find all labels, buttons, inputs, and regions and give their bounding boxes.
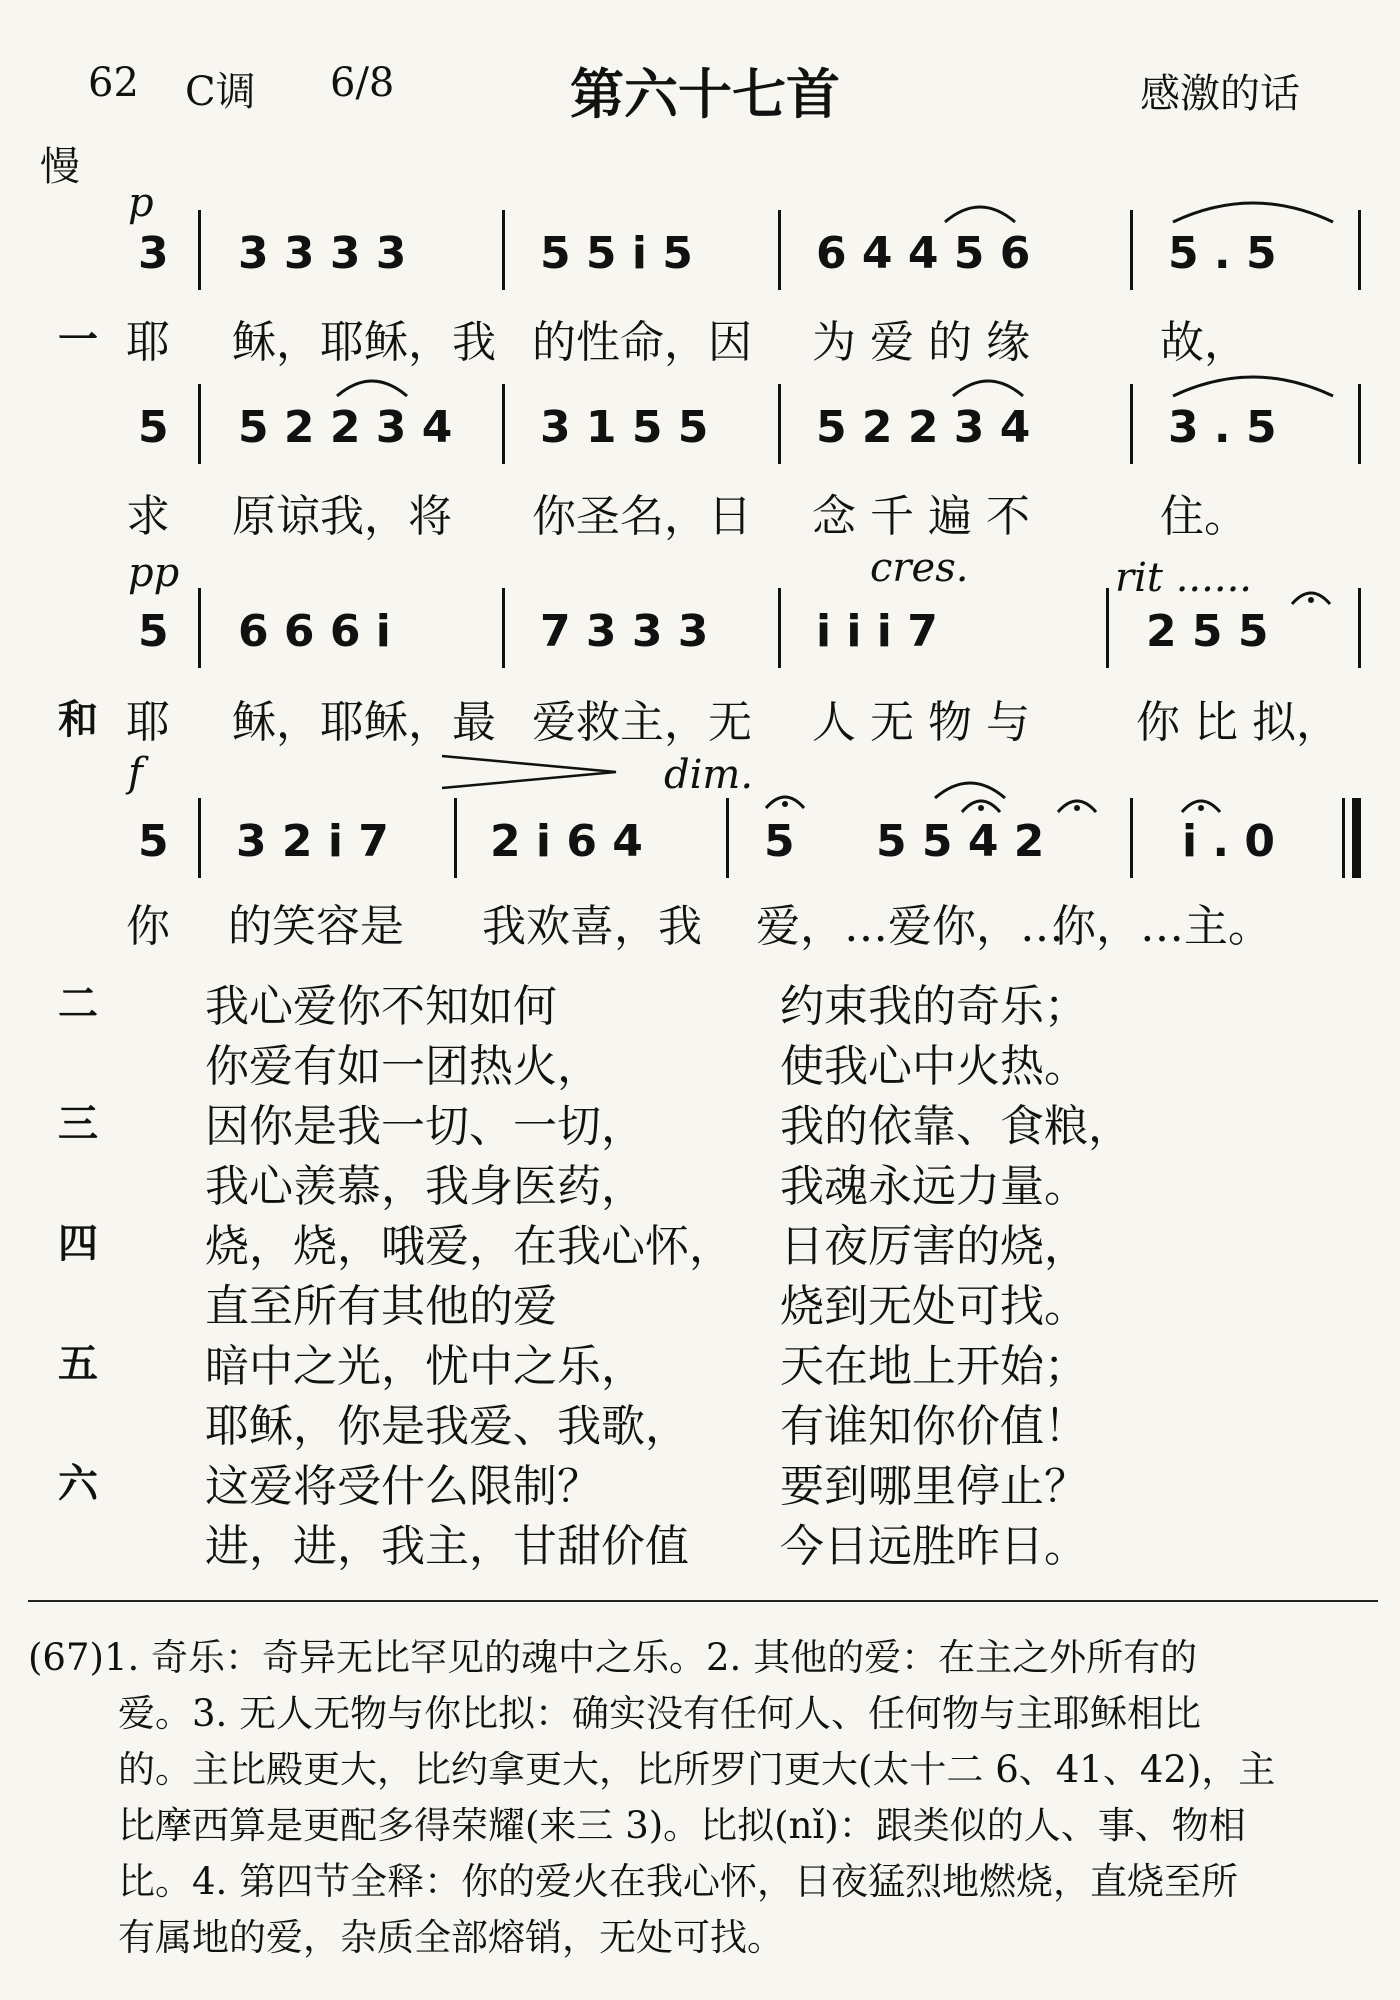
final-barline-thick (1352, 798, 1361, 878)
barline (778, 588, 781, 668)
verse-line: 耶稣，你是我爱、我歌， (205, 1401, 689, 1452)
fermata-icon (1288, 582, 1334, 608)
verse-label: 和 (58, 696, 98, 743)
lyric: 人 无 物 与 (812, 697, 1030, 748)
lyric: 爱救主，无 (532, 697, 752, 748)
measure: 2 5 5 (1146, 606, 1269, 657)
dynamic-dim: dim. (664, 752, 754, 798)
lyric: 你 比 拟， (1136, 697, 1340, 748)
footnote-line: 爱。3. 无人无物与你比拟：确实没有任何人、任何物与主耶稣相比 (118, 1692, 1202, 1735)
pickup-note: 5 (138, 402, 169, 453)
barline (1358, 210, 1361, 290)
verse-line: 我心爱你不知如何 (205, 981, 557, 1032)
barline (502, 210, 505, 290)
verse-line: 进，进，我主，甘甜价值 (205, 1521, 689, 1572)
dynamic-pp: pp (128, 550, 180, 596)
measure: 7 3 3 3 (540, 606, 709, 657)
barline (502, 588, 505, 668)
measure: i . 0 (1182, 816, 1276, 867)
barline (1358, 588, 1361, 668)
measure: 3 . 5 (1168, 402, 1277, 453)
measure: 6 6 6 i (238, 606, 391, 657)
lyric: 念 千 遍 不 (812, 491, 1030, 542)
footnote-line: 比摩西算是更配多得荣耀(来三 3)。比拟(nǐ)：跟类似的人、事、物相 (118, 1804, 1246, 1847)
verse-label: 五 (58, 1340, 98, 1387)
slur (948, 370, 1028, 400)
measure: 5 5 4 2 (876, 816, 1045, 867)
slur (1168, 364, 1338, 400)
verse-line: 你爱有如一团热火， (205, 1041, 601, 1092)
verse-line: 因你是我一切、一切， (205, 1101, 645, 1152)
barline (726, 798, 729, 878)
barline (454, 798, 457, 878)
verse-label: 二 (58, 980, 98, 1027)
pickup-note: 5 (138, 606, 169, 657)
measure: 3 2 i 7 (236, 816, 389, 867)
barline (1106, 588, 1109, 668)
hymn-category: 感激的话 (1140, 71, 1300, 117)
page-number: 62 (88, 60, 139, 106)
measure: 5 2 2 3 4 (238, 402, 453, 453)
barline (1358, 384, 1361, 464)
verse-line: 有谁知你价值！ (780, 1401, 1088, 1452)
verse-line: 约束我的奇乐； (780, 981, 1088, 1032)
verse-line: 烧，烧，哦爱，在我心怀， (205, 1221, 733, 1272)
verse-line: 天在地上开始； (780, 1341, 1088, 1392)
lyric: 求 (126, 491, 170, 542)
verse-line: 今日远胜昨日。 (780, 1521, 1088, 1572)
hymn-title: 第六十七首 (570, 63, 840, 126)
lyric: 原谅我，将 (232, 491, 452, 542)
lyric: 耶 (126, 317, 170, 368)
barline (1130, 384, 1133, 464)
fermata-icon (958, 790, 1004, 816)
verse-line: 要到哪里停止？ (780, 1461, 1088, 1512)
verse-line: 直至所有其他的爱 (205, 1281, 557, 1332)
barline (778, 210, 781, 290)
barline (198, 210, 201, 290)
measure: i i i 7 (816, 606, 938, 657)
lyric: 你，…主。 (1052, 901, 1272, 952)
verse-label: 三 (58, 1100, 98, 1147)
verse-line: 使我心中火热。 (780, 1041, 1088, 1092)
verse-line: 烧到无处可找。 (780, 1281, 1088, 1332)
verse-line: 我的依靠、食粮， (780, 1101, 1132, 1152)
barline (198, 798, 201, 878)
footnote-divider (28, 1600, 1378, 1602)
dynamic-f: f (128, 750, 143, 796)
lyric: 稣，耶稣，最 (232, 697, 496, 748)
fermata-icon (1054, 790, 1100, 816)
measure: 5 . 5 (1168, 228, 1277, 279)
measure: 3 3 3 3 (238, 228, 407, 279)
time-signature: 6/8 (330, 60, 395, 106)
pickup-note: 5 (138, 816, 169, 867)
measure: 5 5 i 5 (540, 228, 693, 279)
tempo-marking: 慢 (40, 144, 80, 190)
lyric: 爱，…爱你，… (756, 901, 1064, 952)
lyric: 你圣名，日 (532, 491, 752, 542)
dynamic-p: p (128, 180, 154, 226)
fermata-icon (762, 786, 808, 812)
verse-line: 暗中之光，忧中之乐， (205, 1341, 645, 1392)
verse-label: 一 (58, 316, 98, 363)
hairpin-diminuendo (440, 752, 620, 792)
lyric: 的性命，因 (532, 317, 752, 368)
slur (332, 370, 412, 400)
slur (940, 196, 1020, 226)
verse-label: 四 (58, 1220, 98, 1267)
footnote-line: (67)1. 奇乐：奇异无比罕见的魂中之乐。2. 其他的爱：在主之外所有的 (28, 1636, 1198, 1679)
final-barline-thin (1342, 798, 1345, 878)
verse-line: 日夜厉害的烧， (780, 1221, 1088, 1272)
verse-label: 六 (58, 1460, 98, 1507)
measure: 2 i 6 4 (490, 816, 643, 867)
fermata-icon (1178, 790, 1224, 816)
lyric: 我欢喜，我 (482, 901, 702, 952)
measure: 5 2 2 3 4 (816, 402, 1031, 453)
lyric: 的笑容是 (228, 901, 404, 952)
measure: 6 4 4 5 6 (816, 228, 1031, 279)
barline (1130, 210, 1133, 290)
lyric: 你 (126, 901, 170, 952)
footnote-line: 的。主比殿更大，比约拿更大，比所罗门更大(太十二 6、41、42)，主 (118, 1748, 1276, 1791)
lyric: 为 爱 的 缘 (812, 317, 1030, 368)
dynamic-rit: rit ...... (1115, 555, 1252, 601)
key-signature: C调 (185, 69, 256, 115)
barline (502, 384, 505, 464)
dynamic-cres: cres. (870, 545, 969, 591)
barline (1130, 798, 1133, 878)
measure: 3 1 5 5 (540, 402, 709, 453)
footnote-line: 比。4. 第四节全释：你的爱火在我心怀，日夜猛烈地燃烧，直烧至所 (118, 1860, 1239, 1903)
verse-line: 我魂永远力量。 (780, 1161, 1088, 1212)
slur (1168, 190, 1338, 226)
barline (198, 384, 201, 464)
lyric: 住。 (1160, 491, 1248, 542)
lyric: 耶 (126, 697, 170, 748)
footnote-line: 有属地的爱，杂质全部熔销，无处可找。 (118, 1916, 784, 1959)
barline (778, 384, 781, 464)
pickup-note: 3 (138, 228, 169, 279)
measure: 5 (764, 816, 795, 867)
lyric: 故， (1160, 317, 1248, 368)
verse-line: 这爱将受什么限制？ (205, 1461, 601, 1512)
verse-line: 我心羡慕，我身医药， (205, 1161, 645, 1212)
lyric: 稣，耶稣，我 (232, 317, 496, 368)
barline (198, 588, 201, 668)
